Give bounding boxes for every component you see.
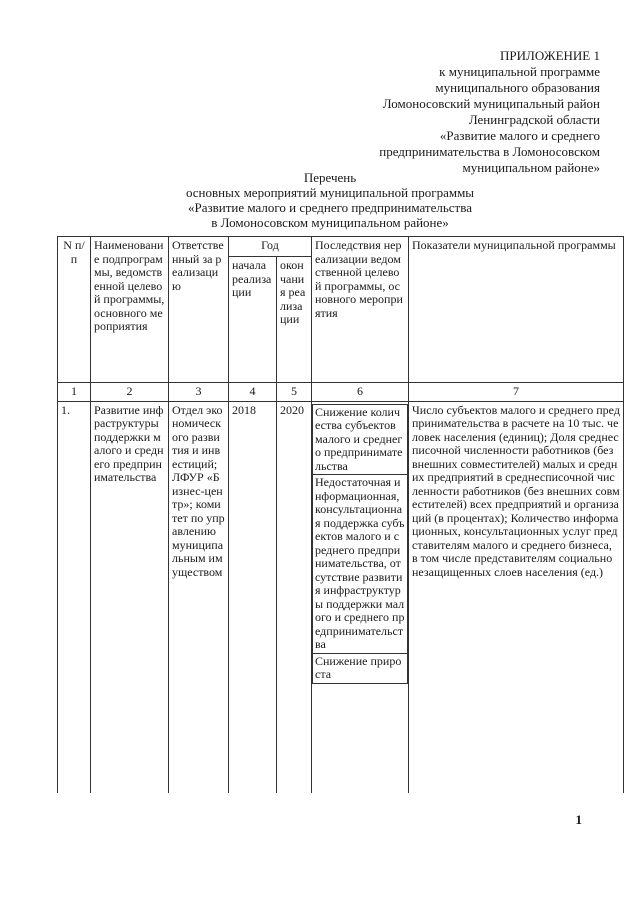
column-number: 2 xyxy=(91,383,169,402)
column-numbers-row xyxy=(58,383,624,402)
row-start-year: 2018 xyxy=(229,401,277,793)
consequence-item: Недостаточная информационная, консультационная поддержка субъектов малого и среднего предпринимательства, отсутствие развития инфраструктуры поддержки малого и среднего предпринимательства xyxy=(312,475,408,654)
header-responsible: Ответственный за реализацию xyxy=(169,237,229,383)
appendix-line: ПРИЛОЖЕНИЕ 1 xyxy=(500,48,600,63)
appendix-line: Ломоносовский муниципальный район xyxy=(382,96,600,111)
table-header-row xyxy=(58,237,624,257)
row-end-year: 2020 xyxy=(277,401,312,793)
appendix-line: Ленинградской области xyxy=(468,112,600,127)
title-line: в Ломоносовском муниципальном районе» xyxy=(211,215,449,230)
column-number: 6 xyxy=(312,383,409,402)
header-year: Год xyxy=(229,237,312,257)
column-number: 4 xyxy=(229,383,277,402)
row-consequences xyxy=(312,401,409,793)
title-line: Перечень xyxy=(303,170,357,185)
column-number: 3 xyxy=(169,383,229,402)
header-indicators: Показатели муниципальной программы xyxy=(409,237,624,383)
title-line: основных мероприятий муниципальной программы xyxy=(185,185,475,200)
table-row xyxy=(58,401,624,793)
title-line: «Развитие малого и среднего предпринимательства xyxy=(188,200,472,215)
appendix-header xyxy=(300,48,600,176)
row-name: Развитие инфраструктуры поддержки малого и среднего предпринимательства xyxy=(91,401,169,793)
appendix-line: к муниципальной программе xyxy=(439,64,600,79)
appendix-line: «Развитие малого и среднего xyxy=(439,128,600,143)
activities-table xyxy=(57,236,624,793)
header-num: N п/п xyxy=(58,237,91,383)
column-number: 7 xyxy=(409,383,624,402)
row-num: 1. xyxy=(58,401,91,793)
header-year-start: начала реализации xyxy=(229,257,277,383)
column-number: 1 xyxy=(58,383,91,402)
consequence-item: Снижение количества субъектов малого и среднего предпринимательства xyxy=(312,404,408,476)
page-number: 1 xyxy=(575,812,582,827)
row-responsible: Отдел экономического развития и инвестиций; ЛФУР «Бизнес-центр»; комитет по управлению муниципальным имуществом xyxy=(169,401,229,793)
appendix-line: предпринимательства в Ломоносовском xyxy=(379,144,600,159)
appendix-line: муниципальном районе» xyxy=(462,160,600,175)
row-indicators: Число субъектов малого и среднего предпринимательства в расчете на 10 тыс. человек населения (единиц); Доля среднесписочной численности работников (без внешних совместителей) малых и средних предприятий в среднесписочной численности работников (без внешних совместителей) всех предприятий и организаций (в процентах); Количество информационных, консультационных услуг представителям малого и среднего бизнеса, в том числе представителям социально незащищенных слоев населения (ед.) xyxy=(409,401,624,793)
header-year-end: окончания реализации xyxy=(277,257,312,383)
header-name: Наименование подпрограммы, ведомственной целевой программы, основного мероприятия xyxy=(91,237,169,383)
appendix-line: муниципального образования xyxy=(435,80,600,95)
column-number: 5 xyxy=(277,383,312,402)
header-consequences: Последствия нереализации ведомственной целевой программы, основного мероприятия xyxy=(312,237,409,383)
consequence-item: Снижение прироста xyxy=(312,654,408,684)
document-title xyxy=(150,170,510,230)
